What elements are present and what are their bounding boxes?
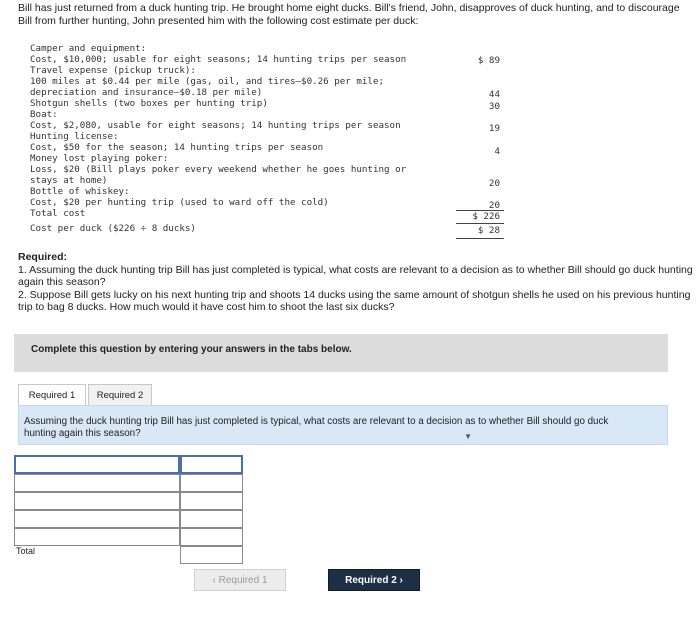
estimate-line: Camper and equipment: — [30, 43, 147, 54]
chevron-right-icon: › — [396, 575, 403, 586]
estimate-amount: $ 28 — [477, 225, 500, 236]
estimate-line: Loss, $20 (Bill plays poker every weekend whether he goes hunting or — [30, 164, 407, 175]
label-input[interactable] — [14, 528, 180, 546]
amount-input[interactable] — [180, 492, 243, 510]
amount-input[interactable] — [180, 455, 243, 474]
estimate-line: Boat: — [30, 109, 58, 120]
question-text: Assuming the duck hunting trip Bill has just completed is typical, what costs are relevant to a decision as to whether Bill should go duck hunting again this season? — [24, 416, 609, 439]
amount-input[interactable] — [180, 474, 243, 492]
estimate-line: Cost per duck ($226 ÷ 8 ducks) — [30, 223, 196, 234]
estimate-line: Total cost — [30, 208, 86, 219]
next-button-label: Required 2 — [345, 575, 397, 586]
instruction-banner: Complete this question by entering your answers in the tabs below. — [14, 334, 668, 372]
total-label: Total — [16, 546, 36, 556]
estimate-amount: 20 — [488, 178, 500, 189]
tab-required-1[interactable]: Required 1 — [18, 384, 86, 406]
estimate-amount: $ 89 — [477, 55, 500, 66]
double-rule — [456, 238, 504, 239]
estimate-line: Shotgun shells (two boxes per hunting trip) — [30, 98, 268, 109]
required-title: Required: — [18, 251, 68, 263]
chevron-left-icon: ‹ — [212, 575, 219, 586]
total-amount-input[interactable] — [180, 546, 243, 564]
label-input[interactable] — [14, 474, 180, 492]
caret-down-icon: ▼ — [464, 432, 472, 441]
label-input[interactable] — [14, 455, 180, 474]
required-section — [18, 251, 698, 314]
label-input[interactable] — [14, 510, 180, 528]
question-box — [18, 405, 668, 445]
label-input[interactable] — [14, 492, 180, 510]
estimate-amount: 19 — [488, 123, 500, 134]
estimate-line: Hunting license: — [30, 131, 119, 142]
estimate-line: Cost, $10,000; usable for eight seasons; 14 hunting trips per season — [30, 54, 407, 65]
estimate-amount: 20 — [488, 200, 500, 211]
amount-input[interactable] — [180, 510, 243, 528]
estimate-amount: 30 — [488, 101, 500, 112]
estimate-amount: 4 — [494, 146, 500, 157]
problem-intro: Bill has just returned from a duck hunting trip. He brought home eight ducks. Bill's friend, John, disapproves of duck hunting, and to discourage Bill from further hunting, John presented him with the following cost estimate per duck: — [18, 2, 680, 27]
estimate-line: depreciation and insurance—$0.18 per mile) — [30, 87, 263, 98]
estimate-line: stays at home) — [30, 175, 108, 186]
prev-button-label: Required 1 — [218, 575, 268, 586]
next-button[interactable] — [328, 569, 420, 591]
estimate-line: Cost, $50 for the season; 14 hunting trips per season — [30, 142, 324, 153]
estimate-line: Travel expense (pickup truck): — [30, 65, 196, 76]
required-q1: 1. Assuming the duck hunting trip Bill has just completed is typical, what costs are relevant to a decision as to whether Bill should go duck hunting again this season? — [18, 263, 693, 288]
estimate-line: Money lost playing poker: — [30, 153, 169, 164]
estimate-line: Cost, $2,080, usable for eight seasons; 14 hunting trips per season — [30, 120, 401, 131]
total-rule — [456, 223, 504, 224]
amount-input[interactable] — [180, 528, 243, 546]
estimate-line: Bottle of whiskey: — [30, 186, 130, 197]
required-q2: 2. Suppose Bill gets lucky on his next hunting trip and shoots 14 ducks using the same amount of shotgun shells he used on his previous hunting trip to bag 8 ducks. How much would it have cost him to shoot the last six ducks? — [18, 288, 691, 313]
estimate-amount: $ 226 — [472, 211, 500, 222]
estimate-amount: 44 — [488, 89, 500, 100]
estimate-line: 100 miles at $0.44 per mile (gas, oil, and tires—$0.26 per mile; — [30, 76, 385, 87]
prev-button[interactable] — [194, 569, 286, 591]
tab-required-2[interactable]: Required 2 — [88, 384, 152, 406]
estimate-line: Cost, $20 per hunting trip (used to ward off the cold) — [30, 197, 329, 208]
